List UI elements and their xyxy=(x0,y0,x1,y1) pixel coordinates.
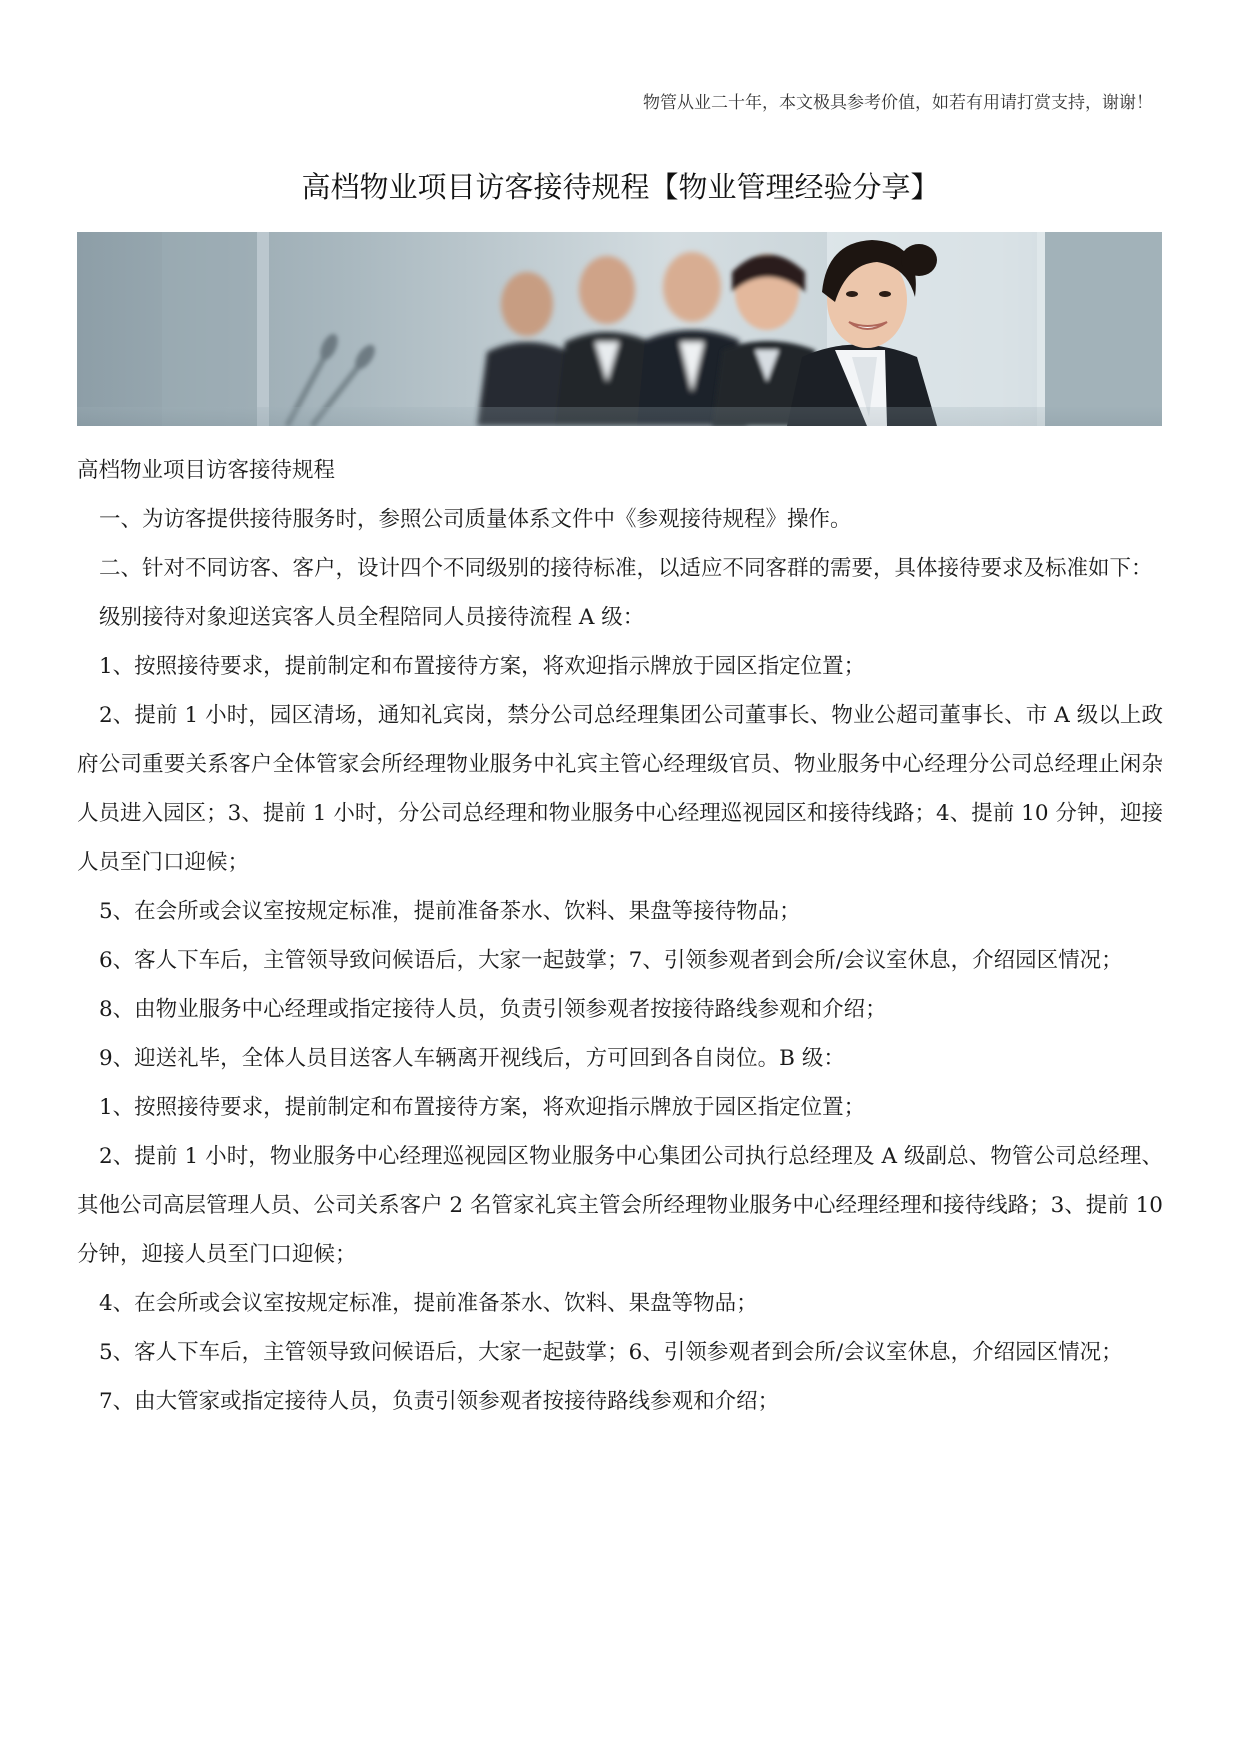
paragraph: 9、迎送礼毕，全体人员目送客人车辆离开视线后，方可回到各自岗位。B 级： xyxy=(99,1046,845,1071)
paragraph: 7、由大管家或指定接待人员，负责引领参观者按接待路线参观和介绍； xyxy=(99,1389,780,1414)
paragraph: 二、针对不同访客、客户，设计四个不同级别的接待标准，以适应不同客群的需要，具体接待要求及标准如下： xyxy=(99,556,1153,581)
paragraph: 6、客人下车后，主管领导致问候语后，大家一起鼓掌；7、引领参观者到会所/会议室休息，介绍园区情况； xyxy=(99,948,1123,973)
paragraph: 级别接待对象迎送宾客人员全程陪同人员接待流程 A 级： xyxy=(99,605,645,630)
document-title: 高档物业项目访客接待规程【物业管理经验分享】 xyxy=(301,170,940,204)
paragraph: 5、客人下车后，主管领导致问候语后，大家一起鼓掌；6、引领参观者到会所/会议室休息，介绍园区情况； xyxy=(99,1340,1123,1365)
paragraph: 1、按照接待要求，提前制定和布置接待方案，将欢迎指示牌放于园区指定位置； xyxy=(99,654,866,679)
paragraph: 4、在会所或会议室按规定标准，提前准备茶水、饮料、果盘等物品； xyxy=(99,1291,758,1316)
header-note: 物管从业二十年，本文极具参考价值，如若有用请打赏支持，谢谢！ xyxy=(643,93,1153,113)
paragraph: 2、提前 1 小时，物业服务中心经理巡视园区物业服务中心集团公司执行总经理及 A 级副总、物管公司总经理、其他公司高层管理人员、公司关系客户 2 名管家礼宾主管会所经理物业服务中心经理经理和接待线路；3、提前 10 分钟，迎接人员至门口迎候； xyxy=(77,1144,1163,1267)
paragraph: 2、提前 1 小时，园区清场，通知礼宾岗，禁分公司总经理集团公司董事长、物业公超司董事长、市 A 级以上政府公司重要关系客户全体管家会所经理物业服务中礼宾主管心经理级官员、物业服务中心经理分公司总经理止闲杂人员进入园区；3、提前 1 小时，分公司总经理和物业服务中心经理巡视园区和接待线路；4、提前 10 分钟，迎接人员至门口迎候； xyxy=(77,703,1163,875)
reception-staff-photo-icon xyxy=(77,232,1162,426)
paragraph: 5、在会所或会议室按规定标准，提前准备茶水、饮料、果盘等接待物品； xyxy=(99,899,801,924)
document-body xyxy=(77,446,1163,1426)
banner-image xyxy=(77,232,1162,426)
paragraph: 8、由物业服务中心经理或指定接待人员，负责引领参观者按接待路线参观和介绍； xyxy=(99,997,887,1022)
paragraph: 一、为访客提供接待服务时，参照公司质量体系文件中《参观接待规程》操作。 xyxy=(99,507,852,532)
paragraph: 1、按照接待要求，提前制定和布置接待方案，将欢迎指示牌放于园区指定位置； xyxy=(99,1095,866,1120)
paragraph: 高档物业项目访客接待规程 xyxy=(77,458,336,483)
